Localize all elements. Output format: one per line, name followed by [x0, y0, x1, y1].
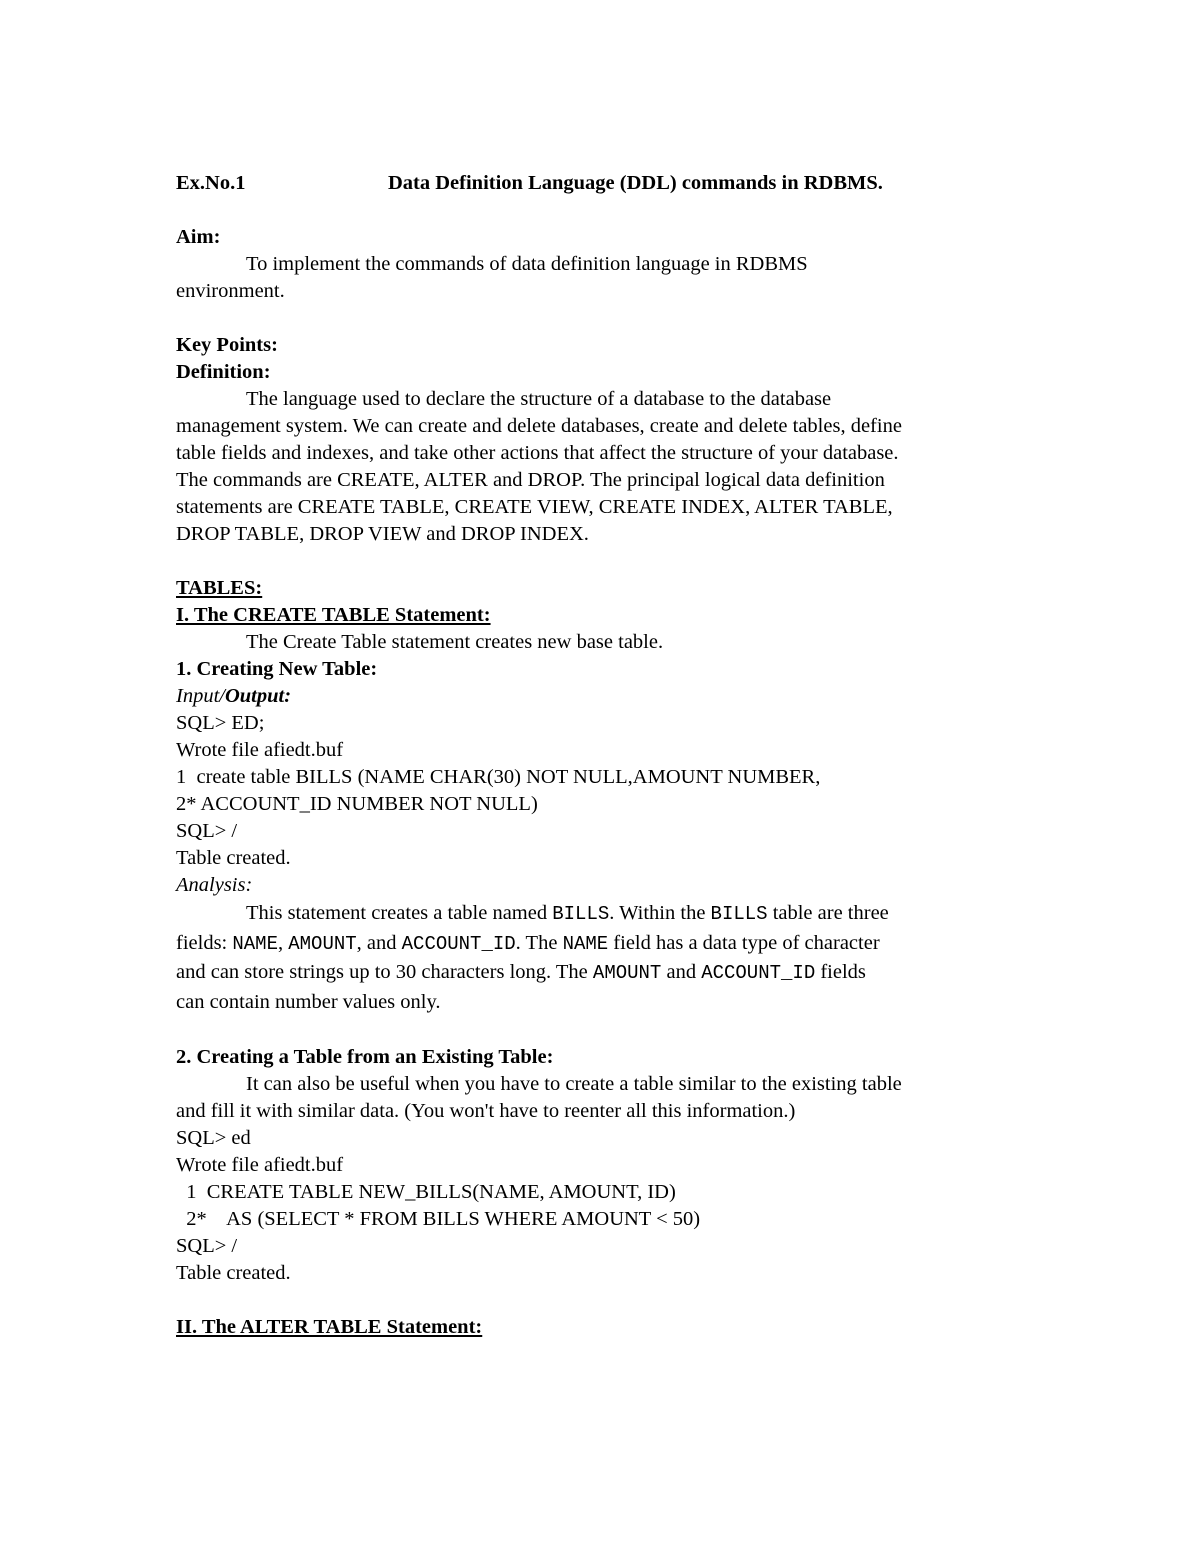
definition-text-line: DROP TABLE, DROP VIEW and DROP INDEX.	[176, 523, 589, 545]
code-term: ACCOUNT_ID	[701, 962, 816, 984]
analysis-text: This statement creates a table named	[246, 902, 553, 924]
code-line: SQL> ED;	[176, 712, 265, 734]
existing-table-text-line: It can also be useful when you have to create a table similar to the existing table	[246, 1073, 902, 1095]
analysis-text: , and	[356, 931, 402, 954]
analysis-line	[176, 899, 1036, 929]
existing-table-text-line: and fill it with similar data. (You won't have to reenter all this information.)	[176, 1100, 796, 1122]
analysis-text: fields	[815, 961, 866, 983]
code-line: SQL> /	[176, 1235, 238, 1257]
alter-table-heading: II. The ALTER TABLE Statement:	[176, 1316, 483, 1338]
analysis-label: Analysis:	[176, 874, 253, 896]
spacer	[176, 1287, 1036, 1314]
code-line: Table created.	[176, 847, 291, 869]
code-term: AMOUNT	[288, 932, 357, 955]
new-table-heading: 1. Creating New Table:	[176, 658, 378, 680]
io-label	[176, 683, 1036, 710]
code-line: SQL> /	[176, 820, 238, 842]
analysis-text: ,	[277, 931, 289, 954]
code-term: AMOUNT	[592, 962, 662, 984]
exercise-title: Data Definition Language (DDL) commands in RDBMS.	[388, 172, 883, 194]
tables-heading: TABLES:	[176, 577, 263, 599]
aim-text-line: environment.	[176, 280, 285, 302]
existing-table-heading: 2. Creating a Table from an Existing Table:	[176, 1046, 554, 1068]
code-line: 1 CREATE TABLE NEW_BILLS(NAME, AMOUNT, ID)	[176, 1181, 676, 1203]
analysis-line	[176, 929, 1036, 959]
code-line: 2* AS (SELECT * FROM BILLS WHERE AMOUNT < 50)	[176, 1208, 701, 1230]
spacer	[176, 197, 1036, 224]
code-line: 1 create table BILLS (NAME CHAR(30) NOT NULL,AMOUNT NUMBER,	[176, 766, 821, 788]
document-content	[176, 170, 1036, 1341]
code-line: Wrote file afiedt.buf	[176, 1154, 344, 1176]
exercise-header	[176, 170, 1036, 197]
aim-heading: Aim:	[176, 226, 221, 248]
analysis-text: field has a data type of character	[608, 931, 880, 954]
code-line: Table created.	[176, 1262, 291, 1284]
code-term: BILLS	[552, 903, 610, 925]
analysis-line	[176, 958, 1036, 988]
analysis-text: . Within the	[609, 902, 711, 924]
spacer	[176, 305, 1036, 332]
analysis-text: . The	[515, 931, 563, 954]
definition-heading: Definition:	[176, 361, 271, 383]
code-term: BILLS	[710, 903, 768, 925]
definition-text-line: The commands are CREATE, ALTER and DROP. The principal logical data definition	[176, 469, 885, 491]
code-term: NAME	[562, 932, 609, 955]
create-table-description: The Create Table statement creates new base table.	[246, 631, 664, 653]
input-label: Input/	[176, 685, 225, 707]
analysis-text: table are three	[767, 902, 889, 924]
aim-text-line: To implement the commands of data definition language in RDBMS	[246, 253, 808, 275]
definition-text-line: table fields and indexes, and take other actions that affect the structure of your database.	[176, 442, 899, 464]
definition-text-line: statements are CREATE TABLE, CREATE VIEW, CREATE INDEX, ALTER TABLE,	[176, 496, 893, 518]
analysis-text: and	[661, 961, 702, 983]
create-table-heading: I. The CREATE TABLE Statement:	[176, 604, 491, 626]
code-term: NAME	[232, 932, 278, 955]
analysis-line: can contain number values only.	[176, 990, 441, 1013]
code-line: SQL> ed	[176, 1127, 251, 1149]
code-term: ACCOUNT_ID	[401, 932, 516, 955]
spacer	[176, 1017, 1036, 1044]
analysis-text: fields:	[176, 931, 233, 954]
exercise-number: Ex.No.1	[176, 172, 246, 194]
definition-text-line: The language used to declare the structure of a database to the database	[246, 388, 832, 410]
code-line: 2* ACCOUNT_ID NUMBER NOT NULL)	[176, 793, 538, 815]
output-label: Output:	[224, 685, 292, 707]
analysis-text: and can store strings up to 30 characters long. The	[176, 961, 593, 983]
code-line: Wrote file afiedt.buf	[176, 739, 344, 761]
spacer	[176, 548, 1036, 575]
definition-text-line: management system. We can create and delete databases, create and delete tables, define	[176, 415, 902, 437]
key-points-heading: Key Points:	[176, 334, 278, 356]
